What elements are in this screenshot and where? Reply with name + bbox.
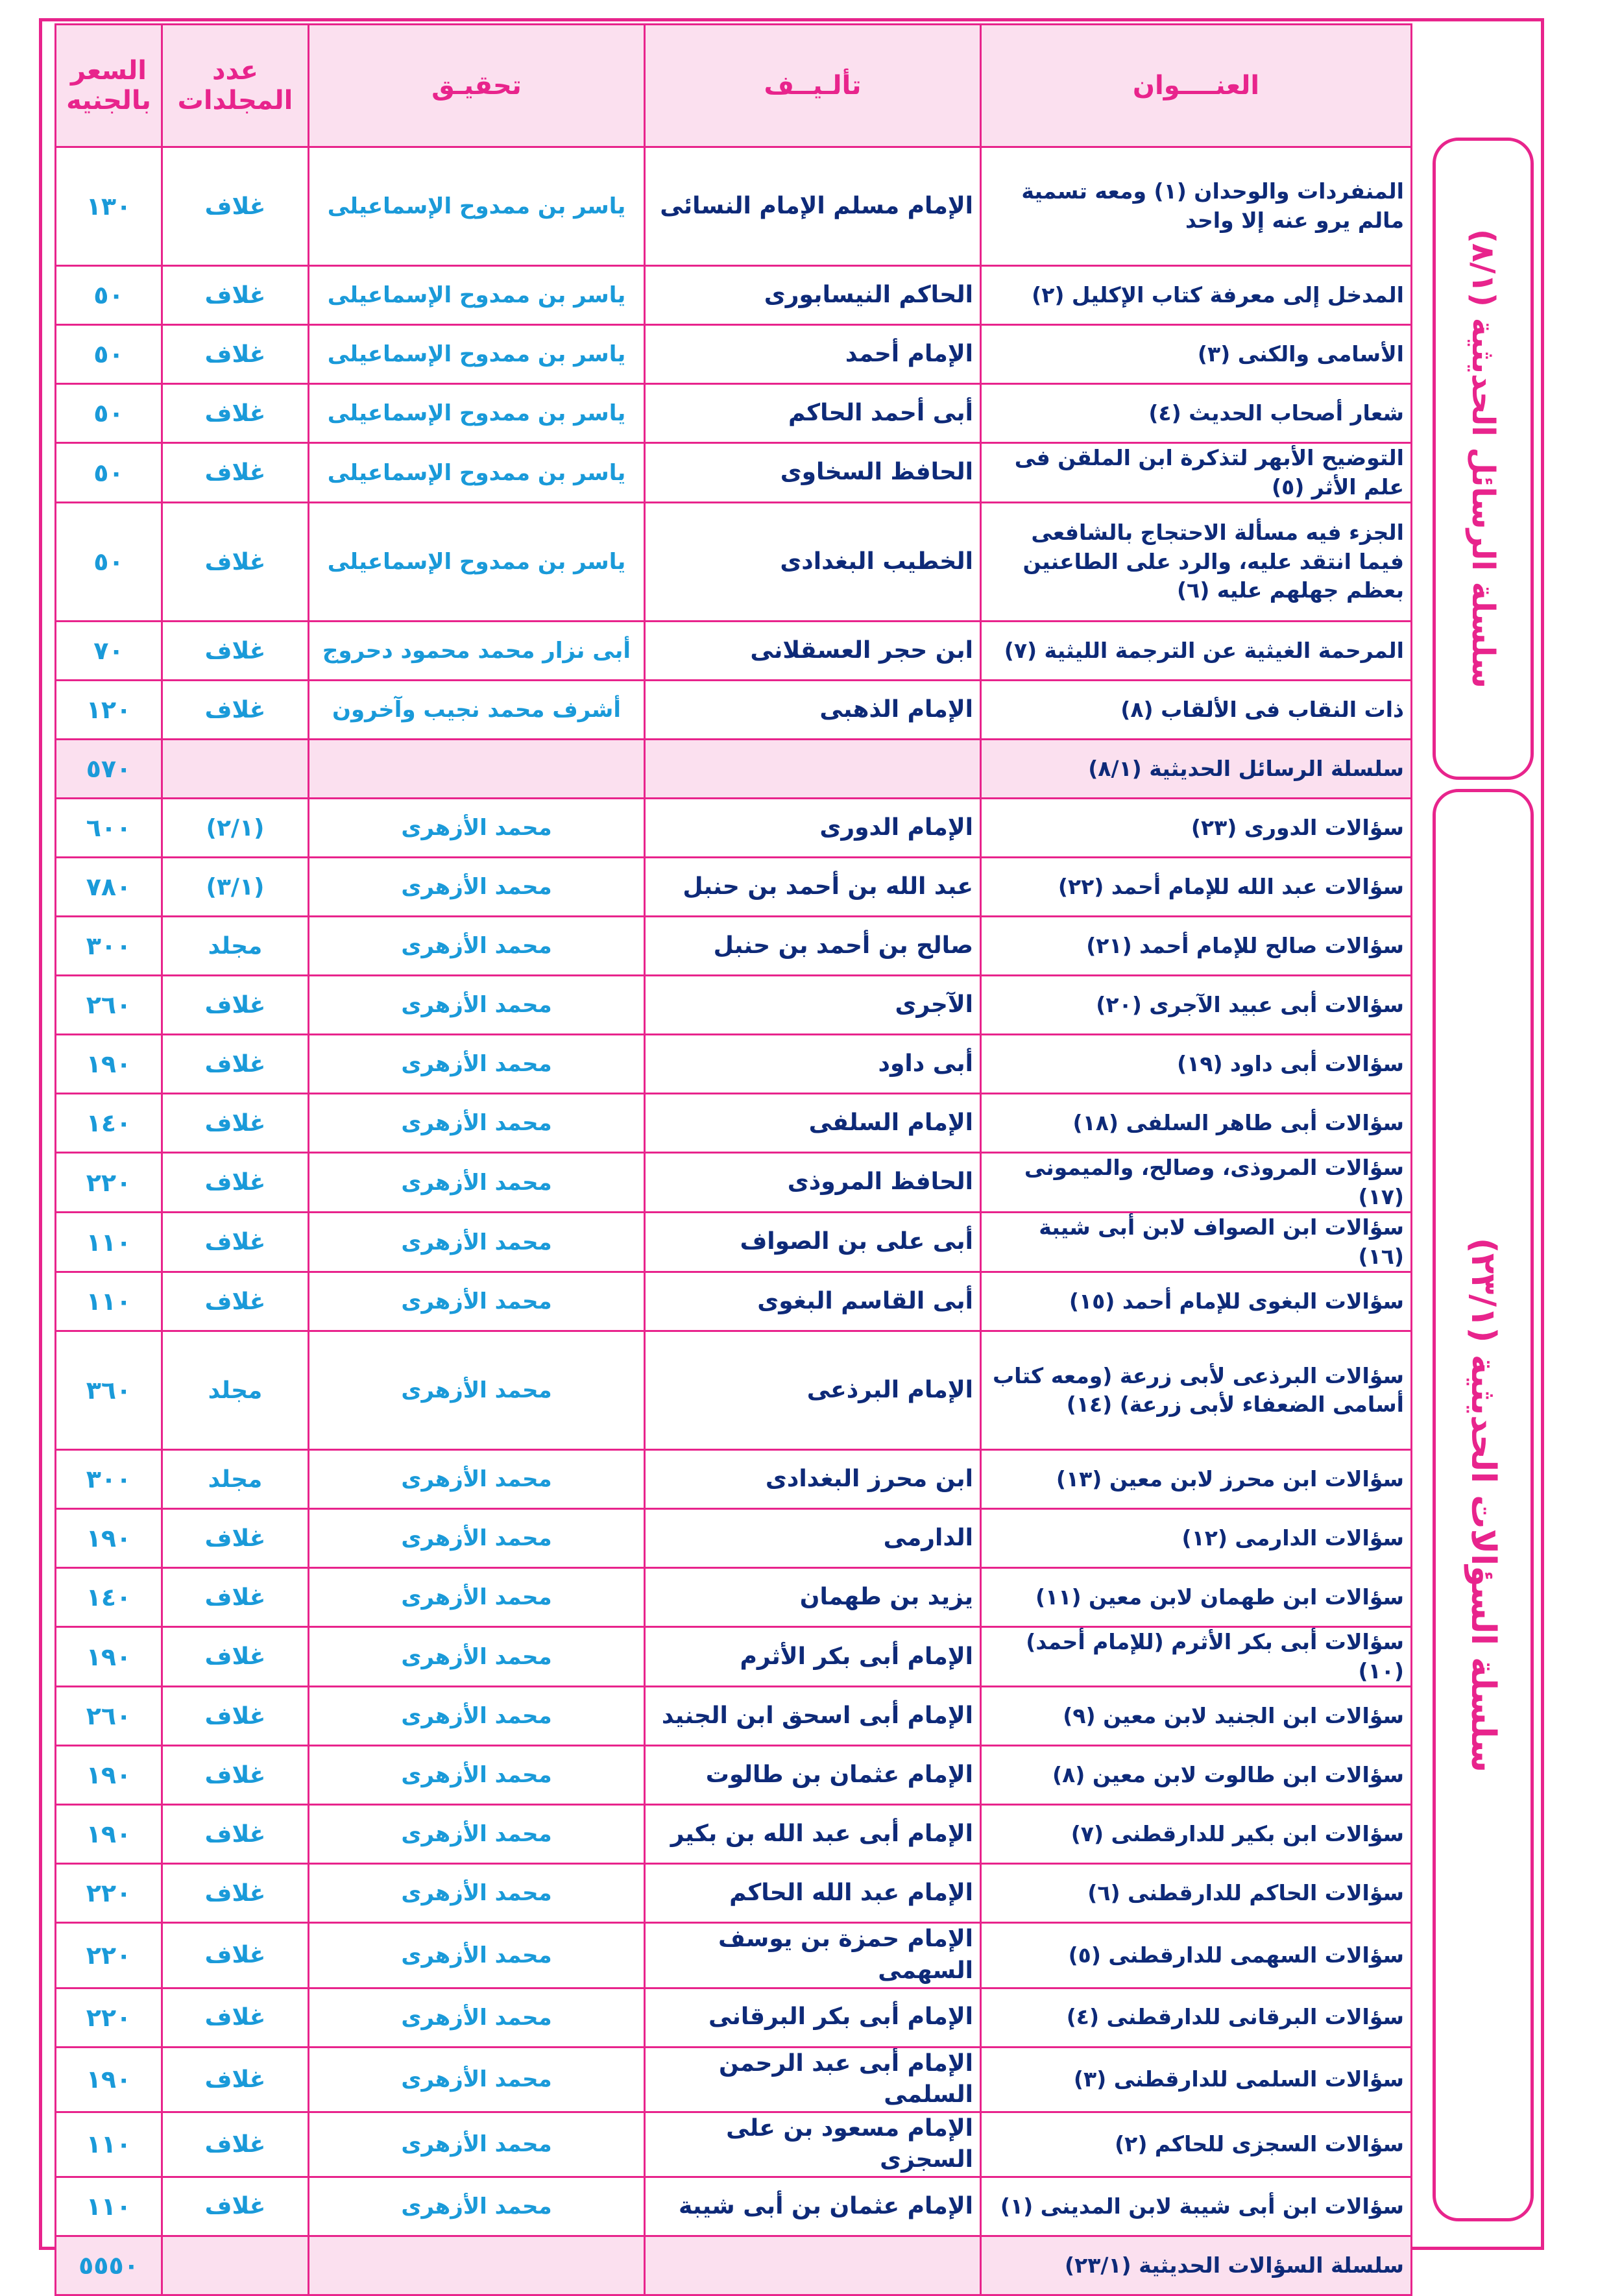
cell-author: أبى القاسم البغوى — [645, 1272, 981, 1331]
cell-volumes: غلاف — [162, 384, 309, 443]
cell-price: ٢٢٠ — [56, 1923, 162, 1988]
cell-title: شعار أصحاب الحديث (٤) — [981, 384, 1412, 443]
cell-price: ٥٠ — [56, 384, 162, 443]
cell-editor: محمد الأزهرى — [309, 1568, 645, 1627]
series-label-hadith-letters — [1433, 138, 1534, 780]
cell-price: ١١٠ — [56, 2177, 162, 2236]
cell-author: أبى أحمد الحاكم — [645, 384, 981, 443]
cell-price: ٥٠ — [56, 443, 162, 503]
cell-editor: محمد الأزهرى — [309, 1331, 645, 1450]
cell-volumes: مجلد — [162, 1331, 309, 1450]
cell-volumes: غلاف — [162, 325, 309, 384]
cell-editor: محمد الأزهرى — [309, 1746, 645, 1805]
cell-author: الحافظ المروذى — [645, 1153, 981, 1213]
cell-editor: محمد الأزهرى — [309, 1864, 645, 1923]
table-row — [56, 1746, 1412, 1805]
table-row — [56, 503, 1412, 622]
cell-volumes: غلاف — [162, 2047, 309, 2112]
cell-price: ١٤٠ — [56, 1568, 162, 1627]
cell-volumes: مجلد — [162, 917, 309, 976]
series-total-row — [56, 740, 1412, 799]
cell-editor: ياسر بن ممدوح الإسماعيلى — [309, 325, 645, 384]
cell-volumes: غلاف — [162, 1864, 309, 1923]
header-row — [56, 25, 1412, 147]
cell-editor: محمد الأزهرى — [309, 2177, 645, 2236]
cell-editor: محمد الأزهرى — [309, 1805, 645, 1864]
cell-price: ٢٦٠ — [56, 1687, 162, 1746]
cell-volumes: مجلد — [162, 1450, 309, 1509]
cell-editor: محمد الأزهرى — [309, 976, 645, 1035]
cell-author: أبى داود — [645, 1035, 981, 1094]
cell-title: التوضيح الأبهر لتذكرة ابن الملقن فى علم الأثر (٥) — [981, 443, 1412, 503]
cell-editor: محمد الأزهرى — [309, 858, 645, 917]
cell-editor — [309, 2236, 645, 2295]
cell-editor: محمد الأزهرى — [309, 2047, 645, 2112]
table-row — [56, 266, 1412, 325]
cell-author: الحافظ السخاوى — [645, 443, 981, 503]
cell-volumes: غلاف — [162, 1035, 309, 1094]
cell-volumes: غلاف — [162, 976, 309, 1035]
cell-price: ١٩٠ — [56, 1746, 162, 1805]
cell-price: ١٩٠ — [56, 1035, 162, 1094]
cell-author: الخطيب البغدادى — [645, 503, 981, 622]
cell-title: الجزء فيه مسألة الاحتجاج بالشافعى فيما انتقد عليه، والرد على الطاعنين بعظم جهلهم عليه (٦) — [981, 503, 1412, 622]
cell-author: ابن حجر العسقلانى — [645, 622, 981, 681]
cell-volumes: غلاف — [162, 1923, 309, 1988]
table-row — [56, 1988, 1412, 2047]
series-label-text: سلسلة الرسائل الحديثية (٨/١) — [1465, 228, 1501, 689]
cell-author: الإمام مسعود بن على السجزى — [645, 2112, 981, 2177]
cell-volumes: غلاف — [162, 1568, 309, 1627]
cell-editor: ياسر بن ممدوح الإسماعيلى — [309, 443, 645, 503]
cell-volumes: غلاف — [162, 266, 309, 325]
table-row — [56, 2177, 1412, 2236]
cell-price: ١١٠ — [56, 2112, 162, 2177]
cell-price: ٦٠٠ — [56, 799, 162, 858]
cell-editor: محمد الأزهرى — [309, 1450, 645, 1509]
cell-title: المدخل إلى معرفة كتاب الإكليل (٢) — [981, 266, 1412, 325]
table-row — [56, 858, 1412, 917]
cell-title: المرحمة الغيثية عن الترجمة الليثية (٧) — [981, 622, 1412, 681]
cell-price: ١٩٠ — [56, 1509, 162, 1568]
cell-title: سؤالات البرذعى لأبى زرعة (ومعه كتاب أسامى الضعفاء لأبى زرعة) (١٤) — [981, 1331, 1412, 1450]
cell-price: ٥٠ — [56, 503, 162, 622]
cell-title: سؤالات ابن طالوت لابن معين (٨) — [981, 1746, 1412, 1805]
cell-title: سؤالات ابن طهمان لابن معين (١١) — [981, 1568, 1412, 1627]
table-row — [56, 443, 1412, 503]
cell-title: سؤالات السلمى للدارقطنى (٣) — [981, 2047, 1412, 2112]
table-row — [56, 681, 1412, 740]
cell-author — [645, 2236, 981, 2295]
cell-volumes: (٢/١) — [162, 799, 309, 858]
table-row — [56, 799, 1412, 858]
cell-author: صالح بن أحمد بن حنبل — [645, 917, 981, 976]
cell-title: سؤالات أبى داود (١٩) — [981, 1035, 1412, 1094]
cell-title: سؤالات ابن بكير للدارقطنى (٧) — [981, 1805, 1412, 1864]
cell-author: الآجرى — [645, 976, 981, 1035]
cell-author: الإمام السلفى — [645, 1094, 981, 1153]
cell-volumes — [162, 2236, 309, 2295]
cell-author: ابن محرز البغدادى — [645, 1450, 981, 1509]
cell-volumes: غلاف — [162, 503, 309, 622]
cell-volumes: غلاف — [162, 1094, 309, 1153]
cell-author: الإمام حمزة بن يوسف السهمى — [645, 1923, 981, 1988]
cell-editor: ياسر بن ممدوح الإسماعيلى — [309, 503, 645, 622]
cell-volumes — [162, 740, 309, 799]
cell-title: سلسلة السؤالات الحديثية (٢٣/١) — [981, 2236, 1412, 2295]
table-row — [56, 1687, 1412, 1746]
table-row — [56, 147, 1412, 266]
cell-author: الإمام مسلم الإمام النسائى — [645, 147, 981, 266]
cell-editor: ياسر بن ممدوح الإسماعيلى — [309, 147, 645, 266]
table-row — [56, 1153, 1412, 1213]
table-row — [56, 1805, 1412, 1864]
cell-volumes: غلاف — [162, 1988, 309, 2047]
table-row — [56, 384, 1412, 443]
cell-title: سؤالات أبى طاهر السلفى (١٨) — [981, 1094, 1412, 1153]
cell-title: سؤالات البرقانى للدارقطنى (٤) — [981, 1988, 1412, 2047]
cell-price: ١٤٠ — [56, 1094, 162, 1153]
table-row — [56, 1509, 1412, 1568]
cell-price: ٣٠٠ — [56, 1450, 162, 1509]
header-volumes: عدد المجلدات — [162, 25, 309, 147]
table-row — [56, 325, 1412, 384]
cell-price: ٢٦٠ — [56, 976, 162, 1035]
cell-title: سؤالات عبد الله للإمام أحمد (٢٢) — [981, 858, 1412, 917]
cell-editor: محمد الأزهرى — [309, 1213, 645, 1272]
cell-author: أبى على بن الصواف — [645, 1213, 981, 1272]
cell-volumes: غلاف — [162, 1509, 309, 1568]
cell-editor: محمد الأزهرى — [309, 1923, 645, 1988]
header-title: العنــــوان — [981, 25, 1412, 147]
cell-volumes: غلاف — [162, 2112, 309, 2177]
cell-editor: محمد الأزهرى — [309, 1687, 645, 1746]
table-row — [56, 976, 1412, 1035]
cell-author: الإمام الذهبى — [645, 681, 981, 740]
cell-author: الإمام عثمان بن أبى شيبة — [645, 2177, 981, 2236]
cell-title: سؤالات أبى بكر الأثرم (للإمام أحمد) (١٠) — [981, 1627, 1412, 1687]
table-row — [56, 1450, 1412, 1509]
cell-volumes: غلاف — [162, 1627, 309, 1687]
table-row — [56, 1627, 1412, 1687]
cell-editor: محمد الأزهرى — [309, 1094, 645, 1153]
cell-price: ١٢٠ — [56, 681, 162, 740]
header-editor: تحقيـق — [309, 25, 645, 147]
cell-price: ٧٠ — [56, 622, 162, 681]
header-price: السعر بالجنيه — [56, 25, 162, 147]
table-row — [56, 1864, 1412, 1923]
cell-title: سؤالات السهمى للدارقطنى (٥) — [981, 1923, 1412, 1988]
table-row — [56, 2047, 1412, 2112]
cell-author: الإمام أبى عبد الله بن بكير — [645, 1805, 981, 1864]
table-row — [56, 917, 1412, 976]
cell-price: ١٩٠ — [56, 1627, 162, 1687]
cell-title: سؤالات البغوى للإمام أحمد (١٥) — [981, 1272, 1412, 1331]
series-total-row — [56, 2236, 1412, 2295]
cell-editor: محمد الأزهرى — [309, 1627, 645, 1687]
cell-volumes: غلاف — [162, 147, 309, 266]
cell-volumes: غلاف — [162, 1746, 309, 1805]
cell-editor: ياسر بن ممدوح الإسماعيلى — [309, 266, 645, 325]
cell-volumes: غلاف — [162, 622, 309, 681]
cell-title: سؤالات ابن الجنيد لابن معين (٩) — [981, 1687, 1412, 1746]
cell-title: سؤالات ابن أبى شيبة لابن المدينى (١) — [981, 2177, 1412, 2236]
table-row — [56, 1923, 1412, 1988]
table-row — [56, 1035, 1412, 1094]
cell-title: ذات النقاب فى الألقاب (٨) — [981, 681, 1412, 740]
cell-title: سؤالات ابن الصواف لابن أبى شيبة (١٦) — [981, 1213, 1412, 1272]
cell-editor — [309, 740, 645, 799]
cell-author: الدارمى — [645, 1509, 981, 1568]
catalog-table — [54, 23, 1412, 2296]
cell-title: الأسامى والكنى (٣) — [981, 325, 1412, 384]
table-row — [56, 622, 1412, 681]
cell-title: سؤالات صالح للإمام أحمد (٢١) — [981, 917, 1412, 976]
cell-author: عبد الله بن أحمد بن حنبل — [645, 858, 981, 917]
cell-author: الإمام أبى بكر الأثرم — [645, 1627, 981, 1687]
cell-title: سؤالات الدورى (٢٣) — [981, 799, 1412, 858]
cell-price: ١١٠ — [56, 1272, 162, 1331]
cell-volumes: غلاف — [162, 1213, 309, 1272]
cell-editor: أبى نزار محمد محمود دحروج — [309, 622, 645, 681]
cell-price: ٢٢٠ — [56, 1153, 162, 1213]
cell-price: ١٣٠ — [56, 147, 162, 266]
cell-price: ٥٧٠ — [56, 740, 162, 799]
cell-editor: محمد الأزهرى — [309, 1509, 645, 1568]
header-author: تألـيــف — [645, 25, 981, 147]
table-row — [56, 1213, 1412, 1272]
cell-price: ٧٨٠ — [56, 858, 162, 917]
cell-author: الإمام أحمد — [645, 325, 981, 384]
cell-volumes: (٣/١) — [162, 858, 309, 917]
cell-title: المنفردات والوحدان (١) ومعه تسمية مالم يرو عنه إلا واحد — [981, 147, 1412, 266]
cell-author: الإمام أبى عبد الرحمن السلمى — [645, 2047, 981, 2112]
cell-author: الإمام عبد الله الحاكم — [645, 1864, 981, 1923]
cell-author: الإمام أبى بكر البرقانى — [645, 1988, 981, 2047]
table-row — [56, 1272, 1412, 1331]
cell-editor: ياسر بن ممدوح الإسماعيلى — [309, 384, 645, 443]
cell-volumes: غلاف — [162, 1153, 309, 1213]
cell-editor: محمد الأزهرى — [309, 799, 645, 858]
cell-title: سؤالات السجزى للحاكم (٢) — [981, 2112, 1412, 2177]
table-row — [56, 1568, 1412, 1627]
cell-author: الإمام أبى اسحق ابن الجنيد — [645, 1687, 981, 1746]
cell-title: سؤالات أبى عبيد الآجرى (٢٠) — [981, 976, 1412, 1035]
catalog-rows — [56, 147, 1412, 2295]
cell-editor: أشرف محمد نجيب وآخرون — [309, 681, 645, 740]
cell-price: ٣٠٠ — [56, 917, 162, 976]
cell-title: سلسلة الرسائل الحديثية (٨/١) — [981, 740, 1412, 799]
cell-volumes: غلاف — [162, 1272, 309, 1331]
cell-volumes: غلاف — [162, 2177, 309, 2236]
cell-editor: محمد الأزهرى — [309, 1988, 645, 2047]
cell-author: الإمام البرذعى — [645, 1331, 981, 1450]
table-row — [56, 1331, 1412, 1450]
series-label-hadith-questions — [1433, 789, 1534, 2221]
table-row — [56, 1094, 1412, 1153]
cell-title: سؤالات الدارمى (١٢) — [981, 1509, 1412, 1568]
cell-title: سؤالات الحاكم للدارقطنى (٦) — [981, 1864, 1412, 1923]
cell-author: يزيد بن طهمان — [645, 1568, 981, 1627]
cell-volumes: غلاف — [162, 1687, 309, 1746]
cell-price: ٢٢٠ — [56, 1988, 162, 2047]
series-label-text: سلسلة السؤالات الحديثية (٢٣/١) — [1464, 1237, 1503, 1773]
cell-author: الإمام الدورى — [645, 799, 981, 858]
cell-editor: محمد الأزهرى — [309, 1153, 645, 1213]
cell-title: سؤالات ابن محرز لابن معين (١٣) — [981, 1450, 1412, 1509]
cell-editor: محمد الأزهرى — [309, 1035, 645, 1094]
cell-author: الإمام عثمان بن طالوت — [645, 1746, 981, 1805]
cell-price: ٥٥٥٠ — [56, 2236, 162, 2295]
cell-price: ٥٠ — [56, 325, 162, 384]
cell-author: الحاكم النيسابورى — [645, 266, 981, 325]
cell-editor: محمد الأزهرى — [309, 917, 645, 976]
cell-price: ١٩٠ — [56, 1805, 162, 1864]
cell-volumes: غلاف — [162, 681, 309, 740]
cell-price: ٢٢٠ — [56, 1864, 162, 1923]
table-row — [56, 2112, 1412, 2177]
cell-price: ١٩٠ — [56, 2047, 162, 2112]
cell-author — [645, 740, 981, 799]
cell-editor: محمد الأزهرى — [309, 2112, 645, 2177]
cell-volumes: غلاف — [162, 443, 309, 503]
cell-volumes: غلاف — [162, 1805, 309, 1864]
cell-editor: محمد الأزهرى — [309, 1272, 645, 1331]
cell-price: ١١٠ — [56, 1213, 162, 1272]
cell-price: ٣٦٠ — [56, 1331, 162, 1450]
cell-title: سؤالات المروذى، وصالح، والميمونى (١٧) — [981, 1153, 1412, 1213]
cell-price: ٥٠ — [56, 266, 162, 325]
